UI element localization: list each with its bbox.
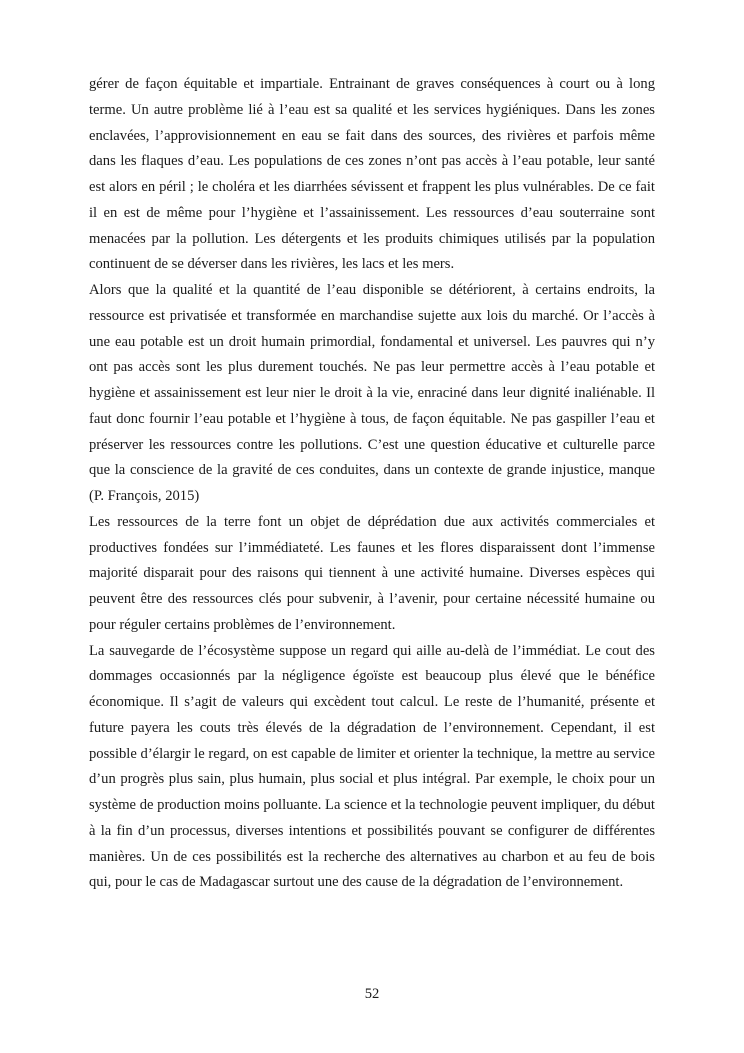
paragraph-ecosystem-protection: La sauvegarde de l’écosystème suppose un regard qui aille au-delà de l’immédiat. Le cout des dommages occasionnés par la négligence égoïste est beaucoup plus élevé que le bénéfice économique. Il s’agit de valeurs qui excèdent tout calcul. Le reste de l’humanité, présente et future payera les couts très élevés de la dégradation de l’environnement. Cependant, il est possible d’élargir le regard, on est capable de limiter et orienter la technique, la mettre au service d’un progrès plus sain, plus humain, plus social et plus intégral. Par exemple, le choix pour un système de production moins polluante. La science et la technologie peuvent impliquer, du début à la fin d’un processus, diverses intentions et possibilités pouvant se configurer de différentes manières. Un de ces possibilités est la recherche des alternatives au charbon et au feu de bois qui, pour le cas de Madagascar surtout une des cause de la dégradation de l’environnement. [89, 642, 655, 891]
paragraph-water-quality: gérer de façon équitable et impartiale. Entrainant de graves conséquences à court ou à long terme. Un autre problème lié à l’eau est sa qualité et les services hygiéniques. Dans les zones enclavées, l’approvisionnement en eau se fait dans des sources, des rivières et parfois même dans les flaques d’eau. Les populations de ces zones n’ont pas accès à l’eau potable, leur santé est alors en péril ; le choléra et les diarrhées sévissent et frappent les plus vulnérables. De ce fait il en est de même pour l’hygiène et l’assainissement. Les ressources d’eau souterraine sont menacées par la pollution. Les détergents et les produits chimiques utilisés par la population continuent de se déverser dans les rivières, les lacs et les mers. [89, 76, 655, 273]
paragraph-water-privatization: Alors que la qualité et la quantité de l’eau disponible se détériorent, à certains endroits, la ressource est privatisée et transformée en marchandise sujette aux lois du marché. Or l’accès à une eau potable est un droit humain primordial, fondamental et universel. Les pauvres qui n’y ont pas accès sont les plus durement touchés. Ne pas leur permettre accès à l’eau potable et hygiène et assainissement est leur nier le droit à la vie, enraciné dans leur dignité inaliénable. Il faut donc fournir l’eau potable et l’hygiène à tous, de façon équitable. Ne pas gaspiller l’eau et préserver les ressources contre les pollutions. C’est une question éducative et culturelle parce que la conscience de la gravité de ces conduites, dans un contexte de grande injustice, manque (P. François, 2015) [89, 282, 655, 504]
page-number: 52 [364, 986, 380, 1002]
body-text [89, 72, 655, 896]
paragraph-earth-resources: Les ressources de la terre font un objet de déprédation due aux activités commerciales et productives fondées sur l’immédiateté. Les faunes et les flores disparaissent dont l’immense majorité disparait pour des raisons qui tiennent à une activité humaine. Diverses espèces qui peuvent être des ressources clés pour subvenir, à l’avenir, pour certaine nécessité humaine ou pour réguler certains problèmes de l’environnement. [89, 513, 655, 633]
